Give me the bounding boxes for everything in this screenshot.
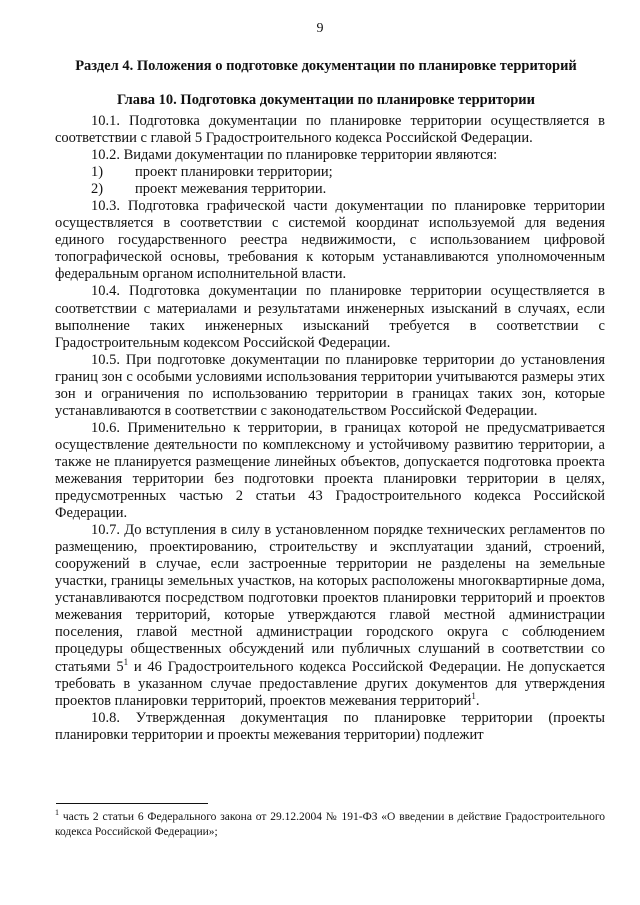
list-marker: 2) <box>91 181 104 198</box>
paragraph-10-7 <box>55 522 605 710</box>
list-item <box>55 181 605 198</box>
footnote-reference: 1 <box>123 656 129 667</box>
paragraph-10-5: 10.5. При подготовке документации по планировке территории до установления границ зон с особыми условиями использования территории учитываются размеры этих зон и ограничения по использованию территории в границах таких зон, которые устанавливаются в соответствии с законодательством Российской Федерации. <box>55 351 605 419</box>
paragraph-10-7-part1: 10.7. До вступления в силу в установленном порядке технических регламентов по размещению, проектированию, строительству и эксплуатации зданий, строений, сооружений в случае, если застроенные территории не разделены на земельные участки, границы земельных участков, на которых расположены многоквартирные дома, устанавливаются посредством подготовки проектов планировки территорий и проектов межевания территорий, которые утверждаются главой местной администрации поселения, главой местной администрации городского округа с соблюдением процедуры общественных обсуждений или публичных слушаний в соответствии со статьями 5 <box>55 522 605 675</box>
paragraph-10-8: 10.8. Утвержденная документация по планировке территории (проекты планировки территории и проекты межевания территории) подлежит <box>55 709 605 743</box>
paragraph-10-3: 10.3. Подготовка графической части документации по планировке территории осуществляется в соответствии с системой координат используемой для ведения единого государственного реестра недвижимости, с использованием цифровой топографической основы, требования к которым устанавливаются уполномоченным федеральным органом исполнительной власти. <box>55 198 605 283</box>
paragraph-10-6: 10.6. Применительно к территории, в границах которой не предусматривается осуществление деятельности по комплексному и устойчивому развитию территории, а также не планируется размещение линейных объектов, допускается подготовка проекта межевания территории без подготовки проекта планировки территории в целях, предусмотренных частью 2 статьи 43 Градостроительного кодекса Российской Федерации. <box>55 419 605 522</box>
footnote-marker: 1 <box>55 808 59 818</box>
page-number: 9 <box>316 21 324 36</box>
document-body <box>55 113 605 744</box>
footnote-reference: 1 <box>471 690 476 701</box>
paragraph-10-7-part2: и 46 Градостроительного кодекса Российской Федерации. Не допускается требовать в указанном случае предоставление других документов для утверждения проектов планировки территорий, проектов межевания территорий <box>55 658 605 709</box>
chapter-title: Глава 10. Подготовка документации по планировке территории <box>116 92 536 108</box>
paragraph-10-7-part3: . <box>475 692 480 709</box>
footnote-text: часть 2 статьи 6 Федерального закона от 29.12.2004 № 191-ФЗ «О введении в действие Градостроительного кодекса Российской Федерации»; <box>55 811 605 838</box>
list-item-text: проект межевания территории. <box>135 181 327 198</box>
footnote <box>55 810 605 839</box>
paragraph-10-2: 10.2. Видами документации по планировке территории являются: <box>91 147 498 164</box>
list-item-text: проект планировки территории; <box>135 164 333 181</box>
paragraph-10-4: 10.4. Подготовка документации по планировке территории осуществляется в соответствии с материалами и результатами инженерных изысканий в случаях, если выполнение таких инженерных изысканий требуется в соответствии с Градостроительным кодексом Российской Федерации. <box>55 283 605 351</box>
section-title: Раздел 4. Положения о подготовке документации по планировке территорий <box>75 58 577 74</box>
footnote-divider <box>56 803 208 804</box>
list-marker: 1) <box>91 164 104 181</box>
paragraph-10-1: 10.1. Подготовка документации по планировке территории осуществляется в соответствии с главой 5 Градостроительного кодекса Российской Федерации. <box>55 113 605 147</box>
list-item <box>55 164 605 181</box>
